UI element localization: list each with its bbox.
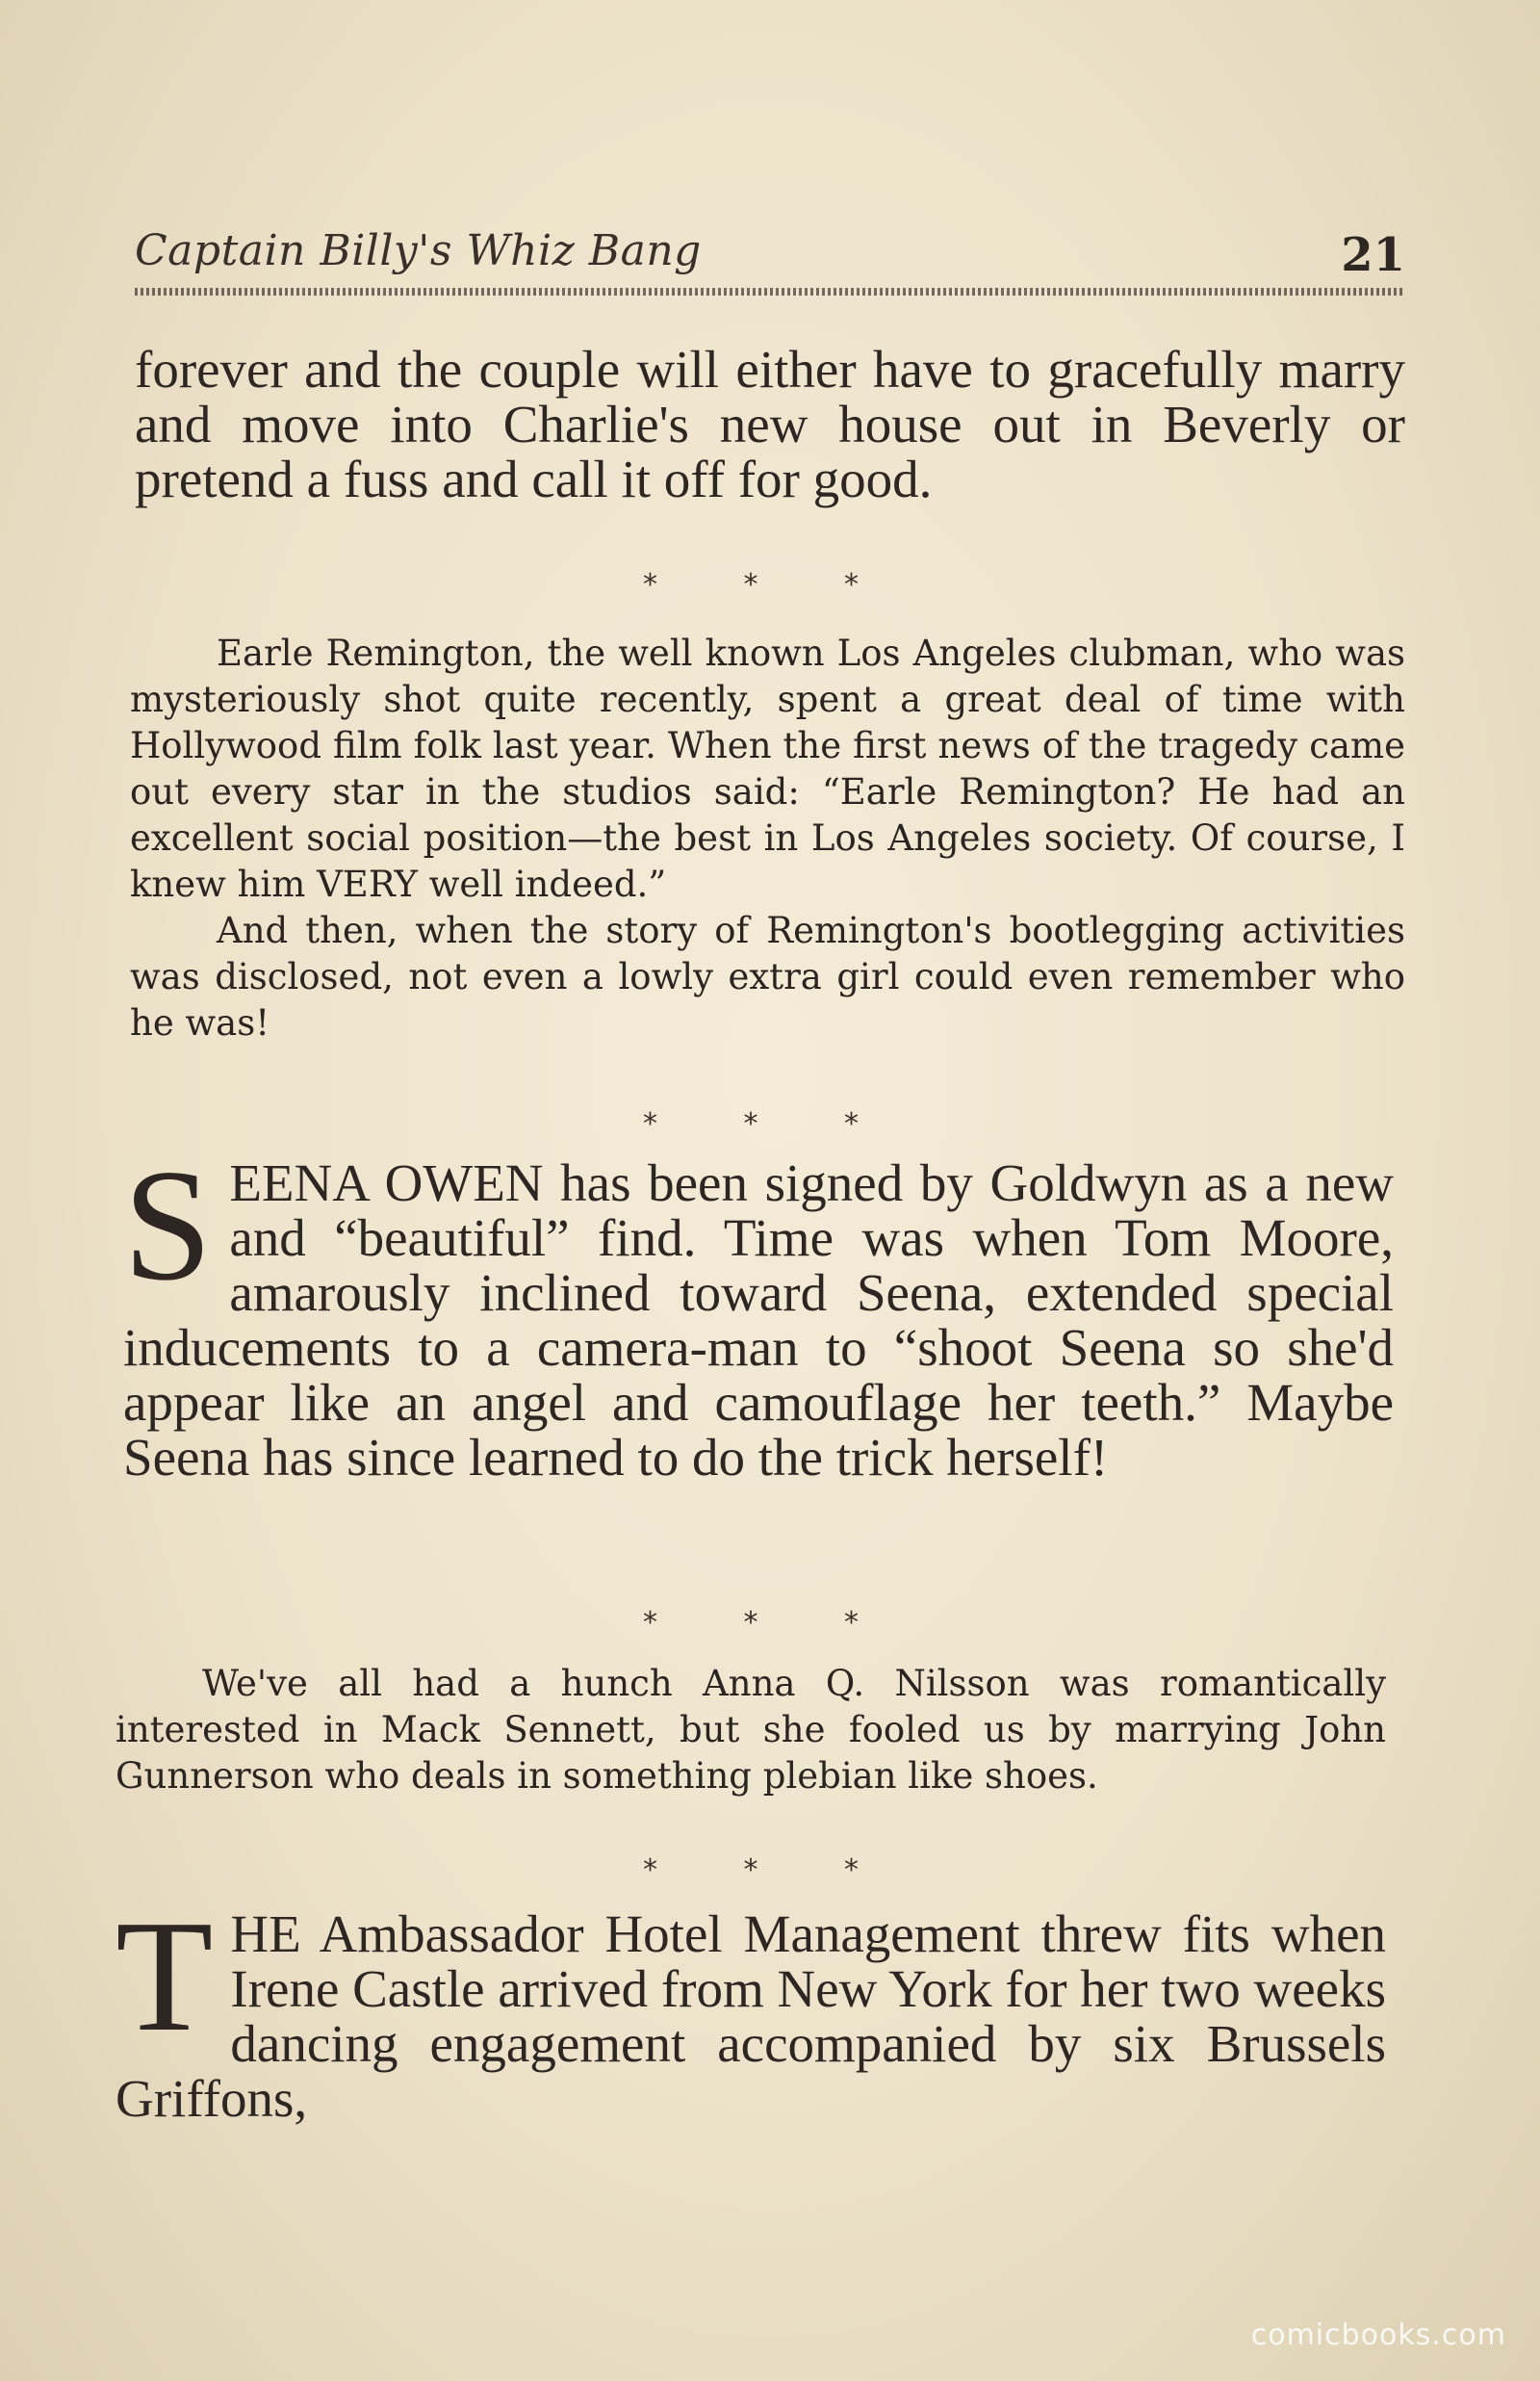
separator-4: * * *	[642, 1853, 898, 1887]
separator-1: * * *	[642, 568, 898, 602]
continuation-paragraph	[135, 342, 1405, 506]
ambassador-drop-cap: T	[116, 1887, 214, 2064]
nilsson-story	[116, 1661, 1386, 1799]
page-number: 21	[1341, 228, 1405, 282]
seena-owen-text: EENA OWEN has been signed by Goldwyn as a new and “beautiful” find. Time was when Tom Moore, amarously inclined toward Seena, extended special inducements to a camera-man to “shoot Seena so she'd appear like an angel and camouflage her teeth.” Maybe Seena has since learned to do the trick herself!	[123, 1153, 1394, 1487]
page-header	[135, 226, 1405, 303]
header-rule	[135, 288, 1405, 296]
seena-owen-story	[123, 1136, 1394, 1487]
remington-story	[130, 631, 1405, 1047]
watermark: comicbooks.com	[1250, 2318, 1506, 2352]
separator-2: * * *	[642, 1107, 898, 1141]
remington-paragraph-1: Earle Remington, the well known Los Angeles clubman, who was mysteriously shot quite recently, spent a great deal of time with Hollywood film folk last year. When the first news of the tragedy came out every star in the studios said: “Earle Remington? He had an excellent social position—the best in Los Angeles society. Of course, I knew him VERY well indeed.”	[130, 633, 1405, 905]
ambassador-story	[116, 1887, 1386, 2128]
remington-paragraph-2: And then, when the story of Remington's bootlegging activities was disclosed, not even a lowly extra girl could even remember who he was!	[130, 910, 1405, 1044]
magazine-title: Captain Billy's Whiz Bang	[135, 226, 702, 275]
separator-3: * * *	[642, 1606, 898, 1640]
ambassador-text: HE Ambassador Hotel Management threw fits when Irene Castle arrived from New York for her two weeks dancing engagement accompanied by six Brussels Griffons,	[116, 1904, 1386, 2128]
seena-drop-cap: S	[123, 1136, 213, 1313]
nilsson-text: We've all had a hunch Anna Q. Nilsson was romantically interested in Mack Sennett, but she fooled us by marrying John Gunnerson who deals in something plebian like shoes.	[116, 1663, 1386, 1797]
continuation-text: forever and the couple will either have to gracefully marry and move into Charlie's new house out in Beverly or pretend a fuss and call it off for good.	[135, 340, 1405, 508]
